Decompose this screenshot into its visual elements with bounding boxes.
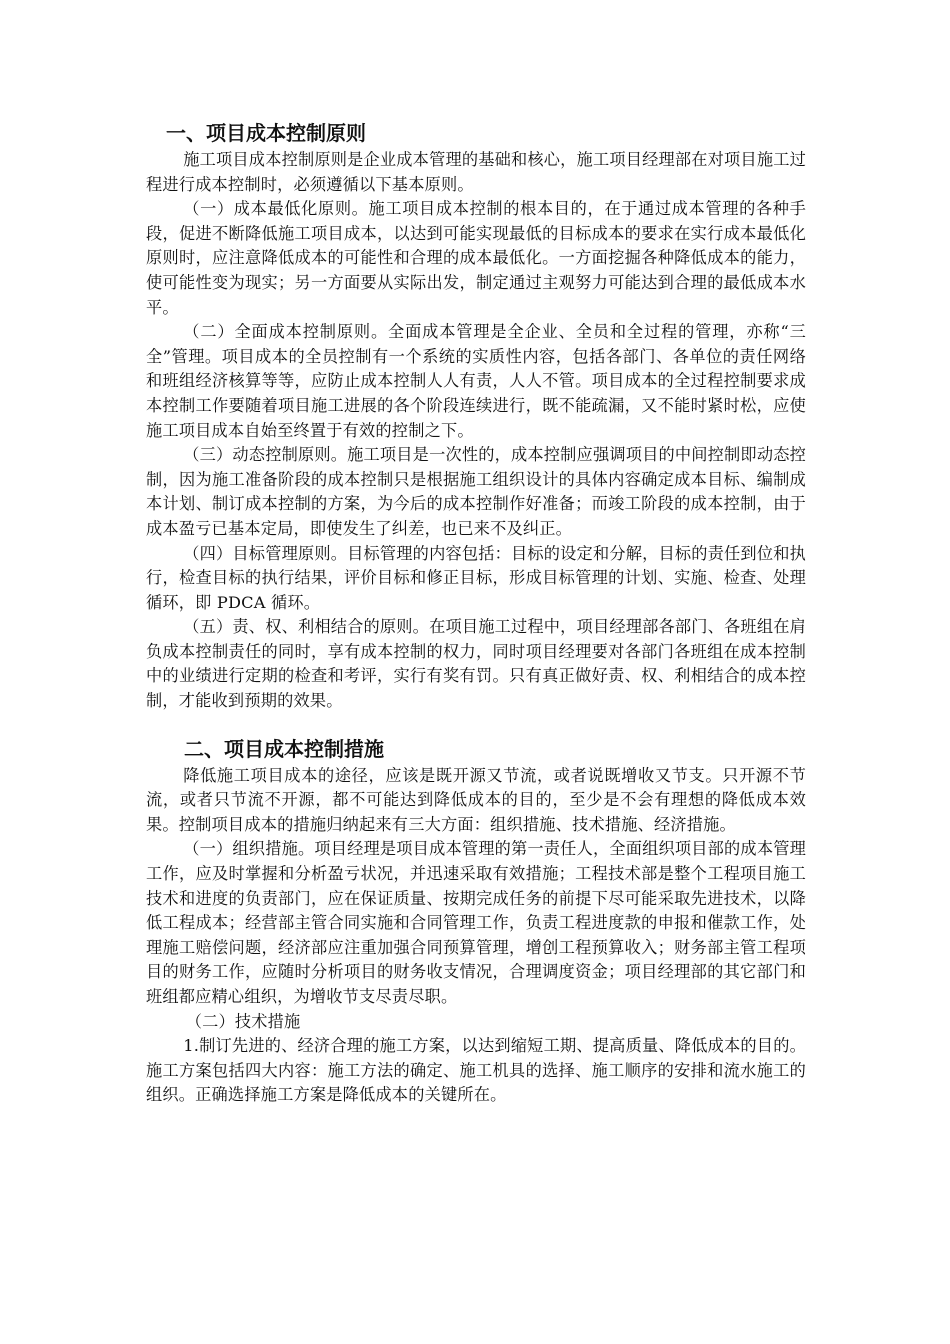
section-2-intro: 降低施工项目成本的途径，应该是既开源又节流，或者说既增收又节支。只开源不节流，或者只节流不开源，都不可能达到降低成本的目的，至少是不会有理想的降低成本效果。控制项目成本的措施归纳起来有三大方面：组织措施、技术措施、经济措施。	[146, 765, 806, 834]
principle-1-paragraph: （一）成本最低化原则。施工项目成本控制的根本目的，在于通过成本管理的各种手段，促进不断降低施工项目成本，以达到可能实现最低的目标成本的要求在实行成本最低化原则时，应注意降低成本的可能性和合理的成本最低化。一方面挖掘各种降低成本的能力，使可能性变为现实；另一方面要从实际出发，制定通过主观努力可能达到合理的最低成本水平。	[146, 199, 806, 317]
principle-2-paragraph: （二）全面成本控制原则。全面成本管理是全企业、全员和全过程的管理，亦称“三全”管理。项目成本的全员控制有一个系统的实质性内容，包括各部门、各单位的责任网络和班组经济核算等等，应防止成本控制人人有责，人人不管。项目成本的全过程控制要求成本控制工作要随着项目施工进展的各个阶段连续进行，既不能疏漏，又不能时紧时松，应使施工项目成本自始至终置于有效的控制之下。	[146, 322, 806, 440]
section-2-heading: 二、项目成本控制措施	[184, 736, 384, 761]
document-page	[146, 118, 806, 1108]
technical-measure-1-paragraph: 1.制订先进的、经济合理的施工方案，以达到缩短工期、提高质量、降低成本的目的。施工方案包括四大内容：施工方法的确定、施工机具的选择、施工顺序的安排和流水施工的组织。正确选择施工方案是降低成本的关键所在。	[146, 1036, 806, 1105]
principle-3-paragraph: （三）动态控制原则。施工项目是一次性的，成本控制应强调项目的中间控制即动态控制，因为施工准备阶段的成本控制只是根据施工组织设计的具体内容确定成本目标、编制成本计划、制订成本控制的方案，为今后的成本控制作好准备；而竣工阶段的成本控制，由于成本盈亏已基本定局，即使发生了纠差，也已来不及纠正。	[146, 445, 806, 538]
section-1-intro: 施工项目成本控制原则是企业成本管理的基础和核心，施工项目经理部在对项目施工过程进行成本控制时，必须遵循以下基本原则。	[146, 150, 806, 194]
principle-5-paragraph: （五）责、权、利相结合的原则。在项目施工过程中，项目经理部各部门、各班组在肩负成本控制责任的同时，享有成本控制的权力，同时项目经理要对各部门各班组在成本控制中的业绩进行定期的检查和考评，实行有奖有罚。只有真正做好责、权、利相结合的成本控制，才能收到预期的效果。	[146, 617, 806, 711]
section-1-heading: 一、项目成本控制原则	[166, 121, 366, 145]
technical-measures-subheading: （二）技术措施	[185, 1011, 301, 1031]
principle-4-paragraph: （四）目标管理原则。目标管理的内容包括：目标的设定和分解，目标的责任到位和执行，检查目标的执行结果，评价目标和修正目标，形成目标管理的计划、实施、检查、处理循环，即 PDCA 循环。	[146, 543, 806, 612]
organizational-measures-paragraph: （一）组织措施。项目经理是项目成本管理的第一责任人，全面组织项目部的成本管理工作，应及时掌握和分析盈亏状况，并迅速采取有效措施；工程技术部是整个工程项目施工技术和进度的负责部门，应在保证质量、按期完成任务的前提下尽可能采取先进技术，以降低工程成本；经营部主管合同实施和合同管理工作，负责工程进度款的申报和催款工作，处理施工赔偿问题，经济部应注重加强合同预算管理，增创工程预算收入；财务部主管工程项目的财务工作，应随时分析项目的财务收支情况，合理调度资金；项目经理部的其它部门和班组都应精心组织，为增收节支尽责尽职。	[146, 839, 806, 1006]
